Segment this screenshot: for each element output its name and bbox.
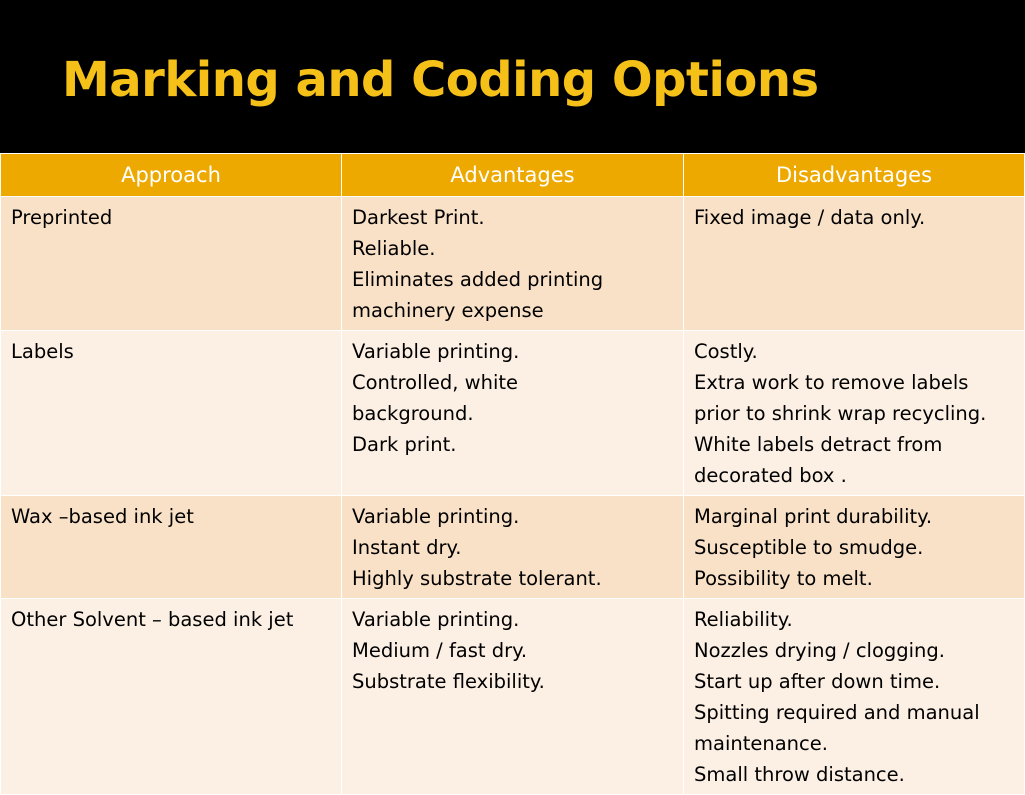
- advantage-line: Substrate flexibility.: [352, 670, 545, 693]
- advantage-line: Darkest Print.: [352, 206, 485, 229]
- header-advantages: Advantages: [342, 154, 684, 197]
- approach-text: Other Solvent – based ink jet: [11, 608, 294, 631]
- header-disadvantages: Disadvantages: [684, 154, 1025, 197]
- advantages-cell: [342, 496, 684, 599]
- disadvantages-cell: [684, 197, 1025, 331]
- advantage-line: Controlled, white: [352, 371, 519, 394]
- options-table: [0, 153, 1025, 795]
- advantages-cell: [342, 599, 684, 795]
- disadvantage-line: Start up after down time.: [694, 670, 941, 693]
- table-row: [1, 331, 1025, 496]
- disadvantage-line: prior to shrink wrap recycling.: [694, 402, 987, 425]
- advantage-line: Variable printing.: [352, 340, 520, 363]
- advantage-line: Highly substrate tolerant.: [352, 567, 602, 590]
- disadvantage-line: decorated box .: [694, 464, 847, 487]
- disadvantage-line: maintenance.: [694, 732, 828, 755]
- table-row: [1, 599, 1025, 795]
- advantage-line: Reliable.: [352, 237, 436, 260]
- approach-text: Labels: [11, 340, 74, 363]
- advantage-line: machinery expense: [352, 299, 544, 322]
- advantage-line: Medium / fast dry.: [352, 639, 528, 662]
- approach-text: Wax –based ink jet: [11, 505, 194, 528]
- disadvantage-line: Fixed image / data only.: [694, 206, 926, 229]
- advantage-line: Eliminates added printing: [352, 268, 604, 291]
- disadvantages-cell: [684, 496, 1025, 599]
- disadvantage-line: White labels detract from: [694, 433, 943, 456]
- approach-cell: [1, 331, 342, 496]
- disadvantages-cell: [684, 331, 1025, 496]
- disadvantage-line: Spitting required and manual: [694, 701, 980, 724]
- approach-cell: [1, 599, 342, 795]
- advantage-line: Variable printing.: [352, 505, 520, 528]
- advantage-line: Dark print.: [352, 433, 457, 456]
- disadvantage-line: Marginal print durability.: [694, 505, 933, 528]
- table-row: [1, 197, 1025, 331]
- disadvantage-line: Susceptible to smudge.: [694, 536, 924, 559]
- approach-cell: [1, 197, 342, 331]
- advantages-cell: [342, 197, 684, 331]
- disadvantage-line: Reliability.: [694, 608, 793, 631]
- disadvantage-line: Extra work to remove labels: [694, 371, 969, 394]
- advantage-line: background.: [352, 402, 474, 425]
- table-header-row: [1, 154, 1025, 197]
- advantage-line: Variable printing.: [352, 608, 520, 631]
- disadvantage-line: Costly.: [694, 340, 758, 363]
- slide-title: Marking and Coding Options: [62, 52, 819, 108]
- header-approach: Approach: [1, 154, 342, 197]
- approach-cell: [1, 496, 342, 599]
- disadvantage-line: Nozzles drying / clogging.: [694, 639, 945, 662]
- disadvantage-line: Small throw distance.: [694, 763, 905, 786]
- advantages-cell: [342, 331, 684, 496]
- table-row: [1, 496, 1025, 599]
- approach-text: Preprinted: [11, 206, 113, 229]
- disadvantage-line: Possibility to melt.: [694, 567, 873, 590]
- advantage-line: Instant dry.: [352, 536, 462, 559]
- disadvantages-cell: [684, 599, 1025, 795]
- options-table-container: [0, 153, 1024, 786]
